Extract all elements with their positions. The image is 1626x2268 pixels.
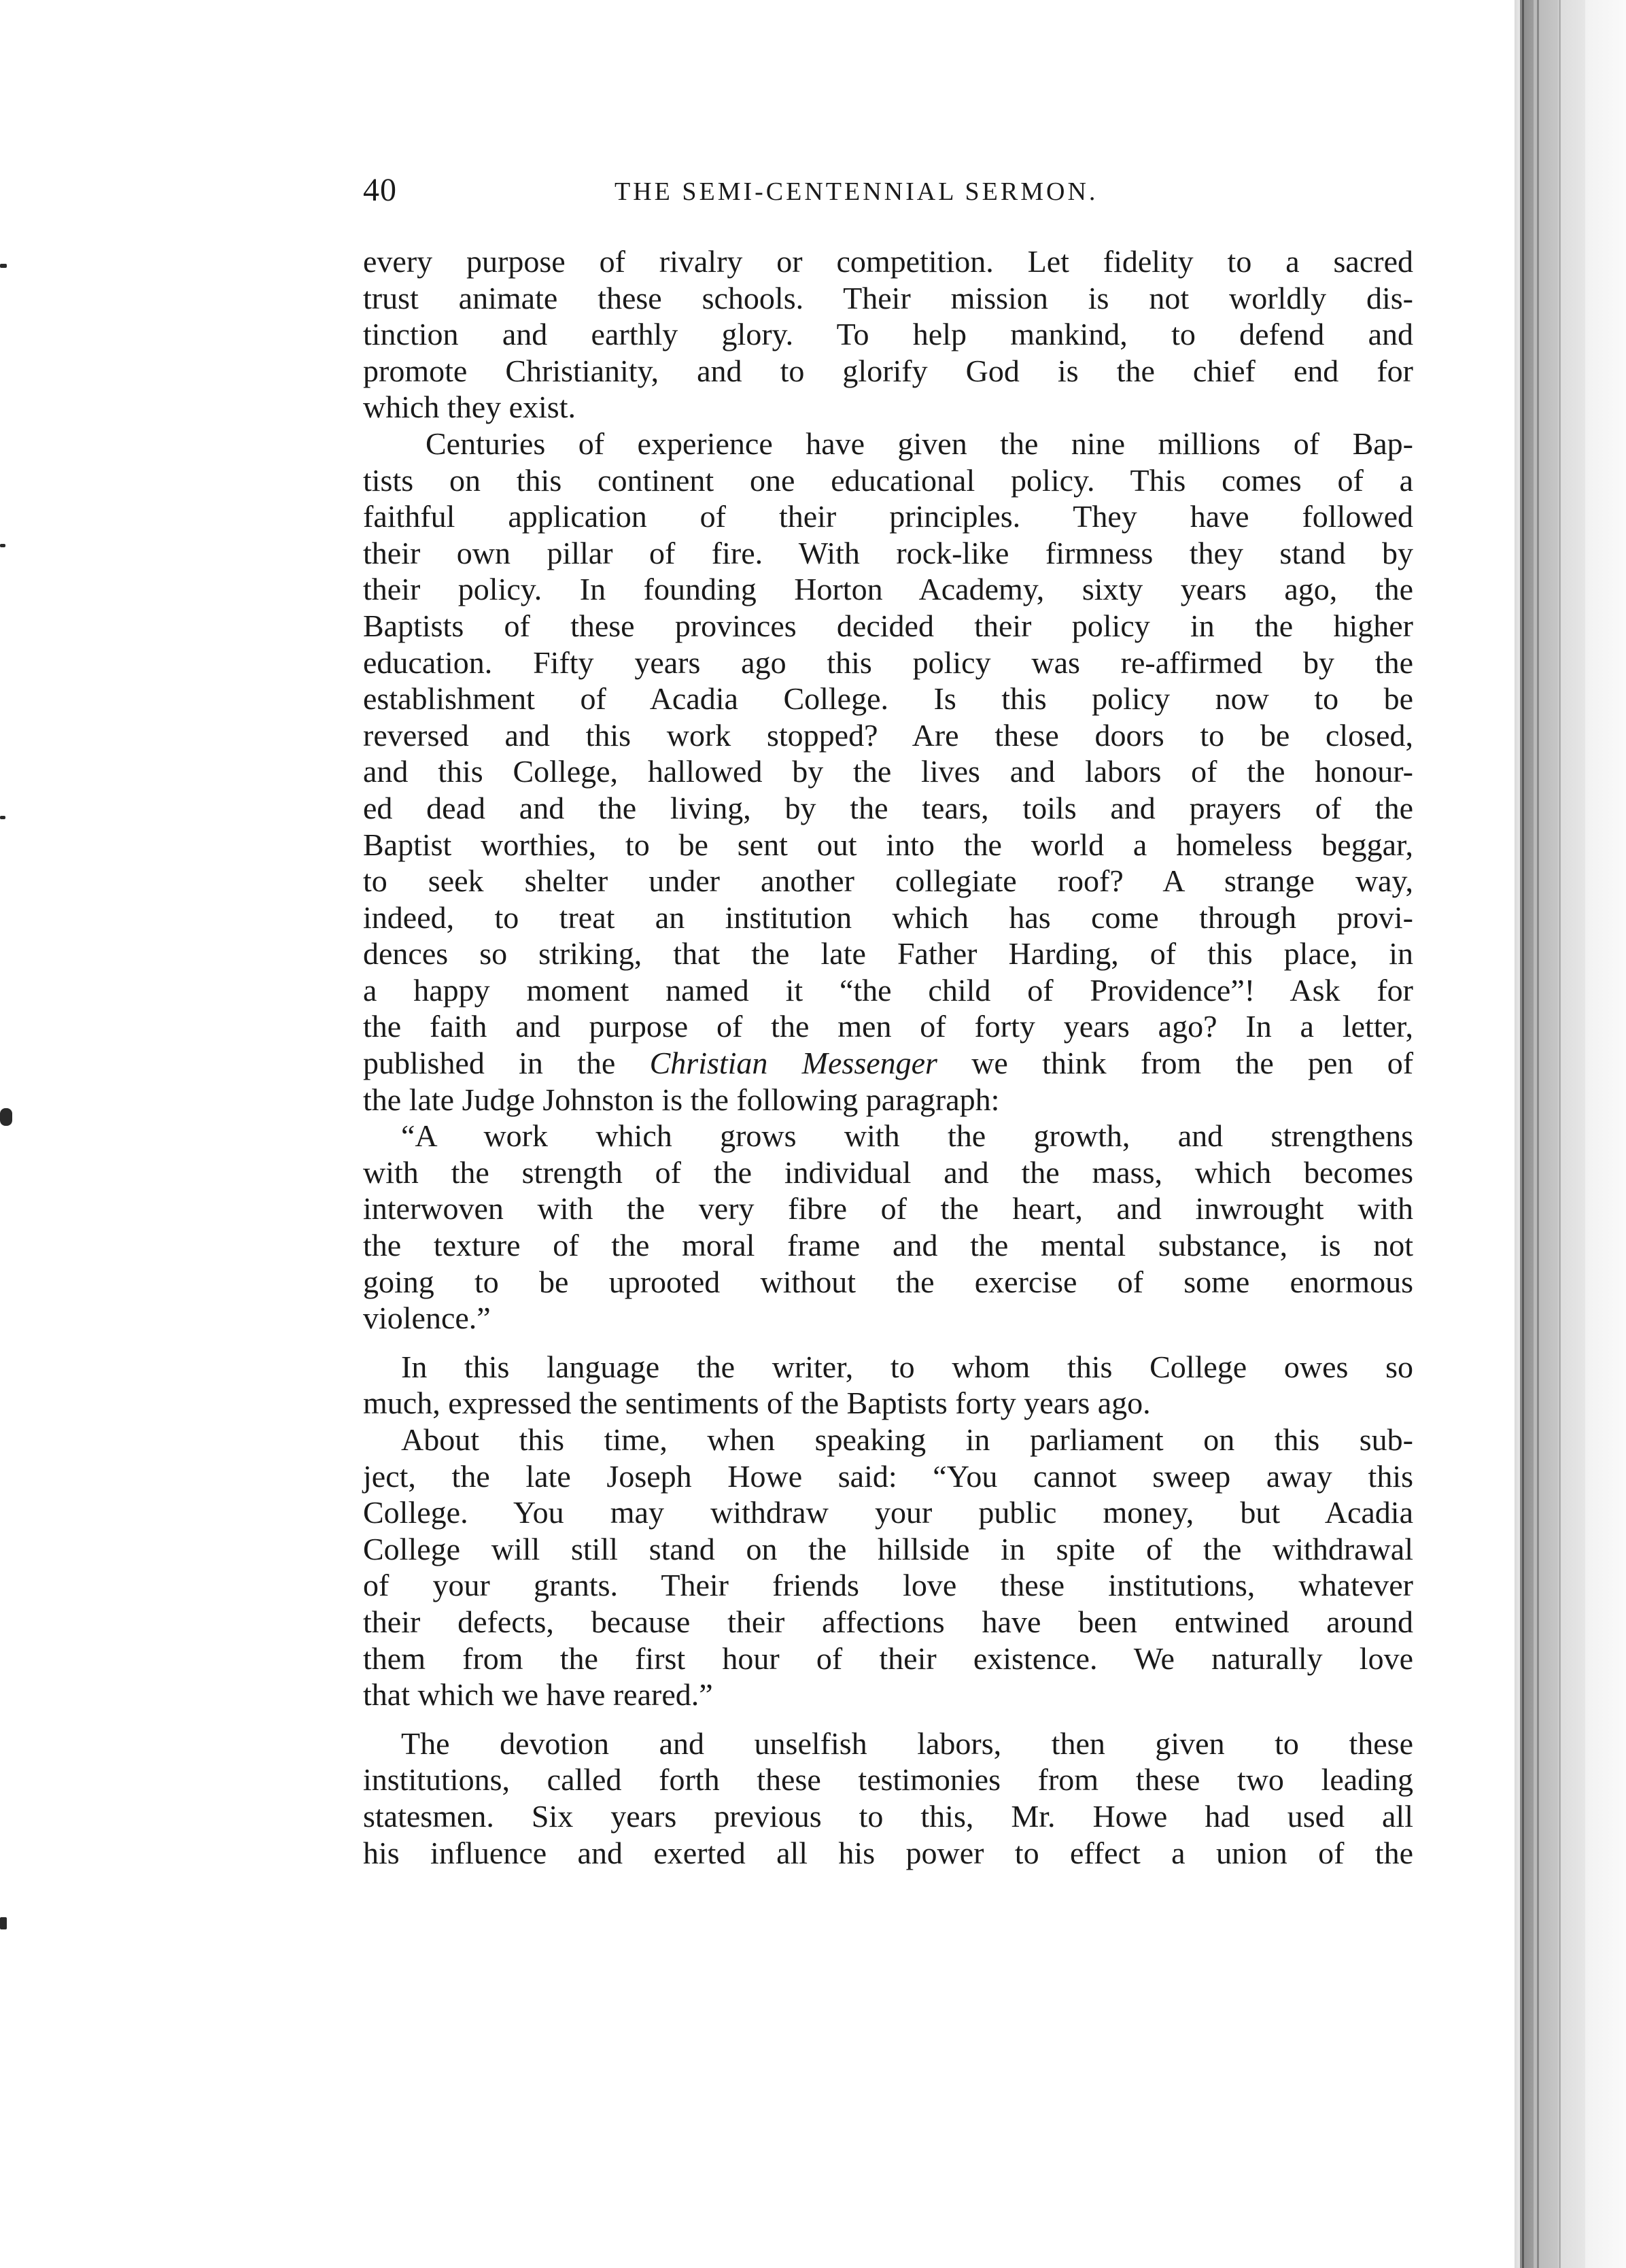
text-line: tists on this continent one educational policy. This comes of a	[363, 462, 1413, 498]
text-line: the faith and purpose of the men of forty years ago? In a letter,	[363, 1009, 1413, 1044]
text-line: faithful application of their principles. They have followed	[363, 499, 1413, 534]
text-line: promote Christianity, and to glorify God is the chief end for	[363, 353, 1413, 388]
quote-line: going to be uprooted without the exercise of some enormous	[363, 1264, 1413, 1299]
quote-line: the texture of the moral frame and the mental substance, is not	[363, 1228, 1413, 1263]
scan-mark	[0, 264, 7, 268]
text-line: statesmen. Six years previous to this, Mr. Howe had used all	[363, 1798, 1413, 1834]
text-line-with-italic	[363, 1045, 1413, 1082]
italic-newspaper-title: Christian Messenger	[649, 1046, 937, 1081]
text-line: of your grants. Their friends love these institutions, whatever	[363, 1568, 1413, 1603]
page-edge-line	[1559, 0, 1561, 2268]
text-line: their policy. In founding Horton Academy, sixty years ago, the	[363, 572, 1413, 607]
text-line: their own pillar of fire. With rock-like firmness they stand by	[363, 535, 1413, 570]
text-line: every purpose of rivalry or competition. Let fidelity to a sacred	[363, 244, 1413, 279]
text-line: tinction and earthly glory. To help mankind, to defend and	[363, 317, 1413, 352]
text-line: and this College, hallowed by the lives and labors of the honour-	[363, 754, 1413, 789]
scan-mark	[0, 1108, 12, 1126]
scan-mark	[0, 1917, 7, 1929]
text-line: establishment of Acadia College. Is this policy now to be	[363, 681, 1413, 717]
text-line: a happy moment named it “the child of Providence”! Ask for	[363, 972, 1413, 1008]
quote-line: violence.”	[363, 1301, 491, 1336]
text-line: education. Fifty years ago this policy was re-affirmed by the	[363, 645, 1413, 680]
running-head: THE SEMI-CENTENNIAL SERMON.	[615, 177, 1099, 206]
scan-mark	[0, 816, 5, 819]
page-edge-line	[1537, 0, 1539, 2268]
text-line: the late Judge Johnston is the following paragraph:	[363, 1082, 1000, 1117]
text-segment: we think from the pen of	[937, 1046, 1414, 1081]
text-line: Baptists of these provinces decided their policy in the higher	[363, 608, 1413, 643]
text-line: much, expressed the sentiments of the Baptists forty years ago.	[363, 1386, 1151, 1421]
text-line: The devotion and unselfish labors, then given to these	[401, 1725, 1413, 1761]
text-line: Centuries of experience have given the nine millions of Bap-	[426, 426, 1413, 461]
book-page-edges	[1510, 0, 1626, 2268]
text-line: In this language the writer, to whom this College owes so	[401, 1349, 1413, 1384]
quote-line: “A work which grows with the growth, and strengthens	[401, 1118, 1413, 1154]
text-line: College. You may withdraw your public money, but Acadia	[363, 1495, 1413, 1530]
text-line: dences so striking, that the late Father Harding, of this place, in	[363, 936, 1413, 972]
text-line: reversed and this work stopped? Are these doors to be closed,	[363, 717, 1413, 753]
text-line: that which we have reared.”	[363, 1677, 713, 1713]
text-line: About this time, when speaking in parliament on this sub-	[401, 1422, 1413, 1457]
text-line: indeed, to treat an institution which has come through provi-	[363, 899, 1413, 935]
text-segment: published in the	[363, 1046, 650, 1081]
text-line: Baptist worthies, to be sent out into the world a homeless beggar,	[363, 827, 1413, 862]
quote-line: interwoven with the very fibre of the heart, and inwrought with	[363, 1191, 1413, 1226]
page-edge-line	[1522, 0, 1524, 2268]
text-line: to seek shelter under another collegiate roof? A strange way,	[363, 863, 1413, 899]
page-header	[363, 169, 1413, 212]
text-line: institutions, called forth these testimonies from these two leading	[363, 1762, 1413, 1798]
text-line: which they exist.	[363, 390, 576, 425]
text-line: his influence and exerted all his power to effect a union of the	[363, 1835, 1413, 1870]
text-line: ed dead and the living, by the tears, toils and prayers of the	[363, 790, 1413, 825]
page-number: 40	[363, 172, 397, 208]
quote-line: with the strength of the individual and the mass, which becomes	[363, 1154, 1413, 1190]
text-line: their defects, because their affections have been entwined around	[363, 1604, 1413, 1639]
text-line: ject, the late Joseph Howe said: “You cannot sweep away this	[363, 1458, 1413, 1494]
body-text	[363, 243, 1413, 1871]
text-line: trust animate these schools. Their mission is not worldly dis-	[363, 280, 1413, 315]
text-line: College will still stand on the hillside in spite of the withdrawal	[363, 1531, 1413, 1566]
text-line: them from the first hour of their existence. We naturally love	[363, 1640, 1413, 1676]
scan-mark	[0, 544, 5, 547]
